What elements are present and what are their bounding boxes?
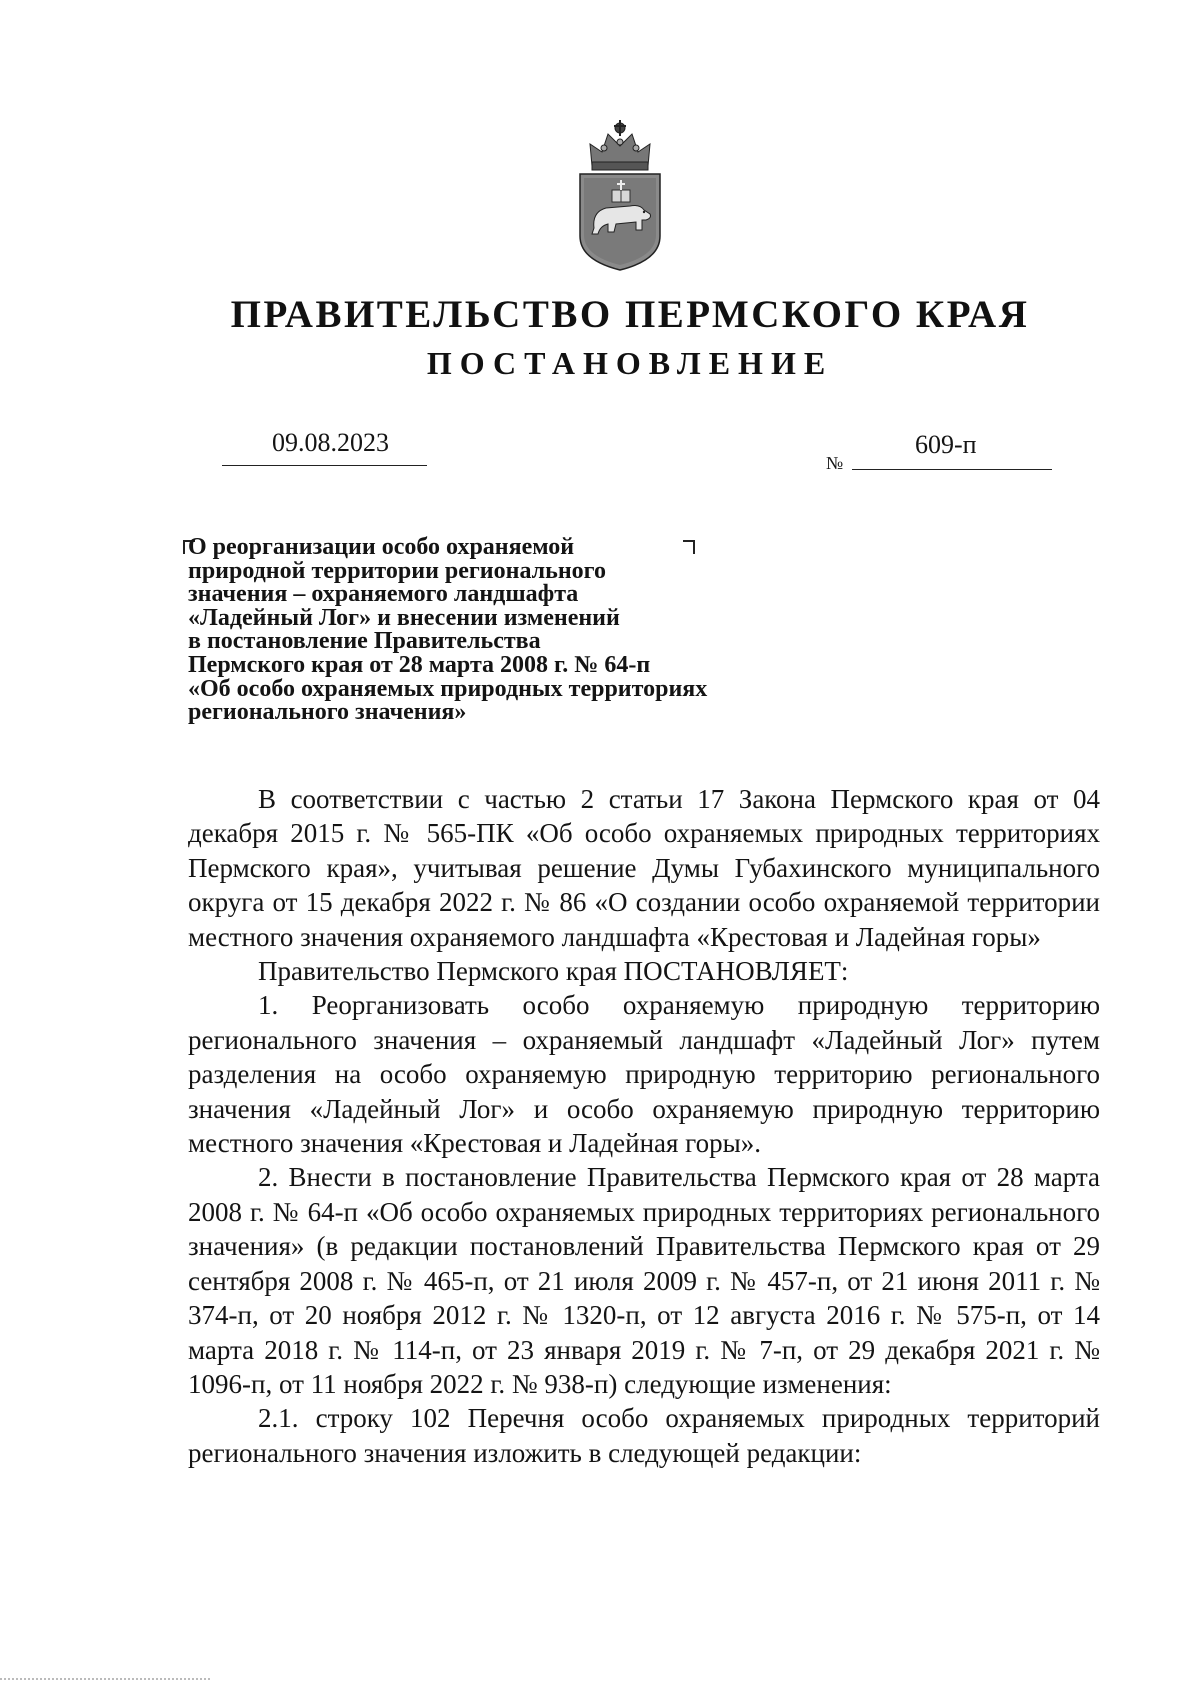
document-subject <box>188 536 828 725</box>
organization-title: ПРАВИТЕЛЬСТВО ПЕРМСКОГО КРАЯ <box>230 293 1030 336</box>
subject-line: «Об особо охраняемых природных территориях <box>188 675 708 702</box>
number-sign: № <box>826 453 844 473</box>
body-paragraph-item-1: 1. Реорганизовать особо охраняемую природную территорию регионального значения – охраняемый ландшафт «Ладейный Лог» путем разделения на особо охраняемую природную территорию регионального значения «Ладейный Лог» и особо охраняемую природную территорию местного значения «Крестовая и Ладейная горы». <box>188 990 1100 1159</box>
document-body <box>188 782 1100 1470</box>
number-underline <box>852 469 1052 470</box>
subject-line: регионального значения» <box>188 699 467 726</box>
body-paragraph-item-2: 2. Внести в постановление Правительства Пермского края от 28 марта 2008 г. № 64-п «Об особо охраняемых природных территориях регионального значения» (в редакции постановлений Правительства Пермского края от 29 сентября 2008 г. № 465-п, от 21 июля 2009 г. № 457-п, от 21 июня 2011 г. № 374-п, от 20 ноября 2012 г. № 1320-п, от 12 августа 2016 г. № 575-п, от 14 марта 2018 г. № 114-п, от 23 января 2019 г. № 7-п, от 29 декабря 2021 г. № 1096-п, от 11 ноября 2022 г. № 938-п) следующие изменения: <box>188 1162 1100 1399</box>
body-paragraph-preamble: В соответствии с частью 2 статьи 17 Закона Пермского края от 04 декабря 2015 г. № 565-ПК «Об особо охраняемых природных территориях Пермского края», учитывая решение Думы Губахинского муниципального округа от 15 декабря 2022 г. № 86 «О создании особо охраняемой территории местного значения охраняемого ландшафта «Крестовая и Ладейная горы» <box>188 784 1100 952</box>
document-date: 09.08.2023 <box>272 428 389 457</box>
subject-line: природной территории регионального <box>188 557 606 584</box>
body-paragraph-resolves: Правительство Пермского края ПОСТАНОВЛЯЕТ: <box>258 956 849 987</box>
coat-of-arms-icon <box>570 118 670 273</box>
subject-line: значения – охраняемого ландшафта <box>188 581 579 608</box>
subject-line: О реорганизации особо охраняемой <box>188 534 575 560</box>
subject-line: Пермского края от 28 марта 2008 г. № 64-п <box>188 651 651 678</box>
document-number: 609-п <box>915 430 977 459</box>
footer-scan-mark <box>0 1678 210 1680</box>
date-underline <box>222 465 427 466</box>
document-type-title: ПОСТАНОВЛЕНИЕ <box>426 345 834 381</box>
subject-line: «Ладейный Лог» и внесении изменений <box>188 604 620 631</box>
body-paragraph-item-2-1: 2.1. строку 102 Перечня особо охраняемых природных территорий регионального значения изложить в следующей редакции: <box>188 1403 1100 1468</box>
subject-line: в постановление Правительства <box>188 628 541 655</box>
